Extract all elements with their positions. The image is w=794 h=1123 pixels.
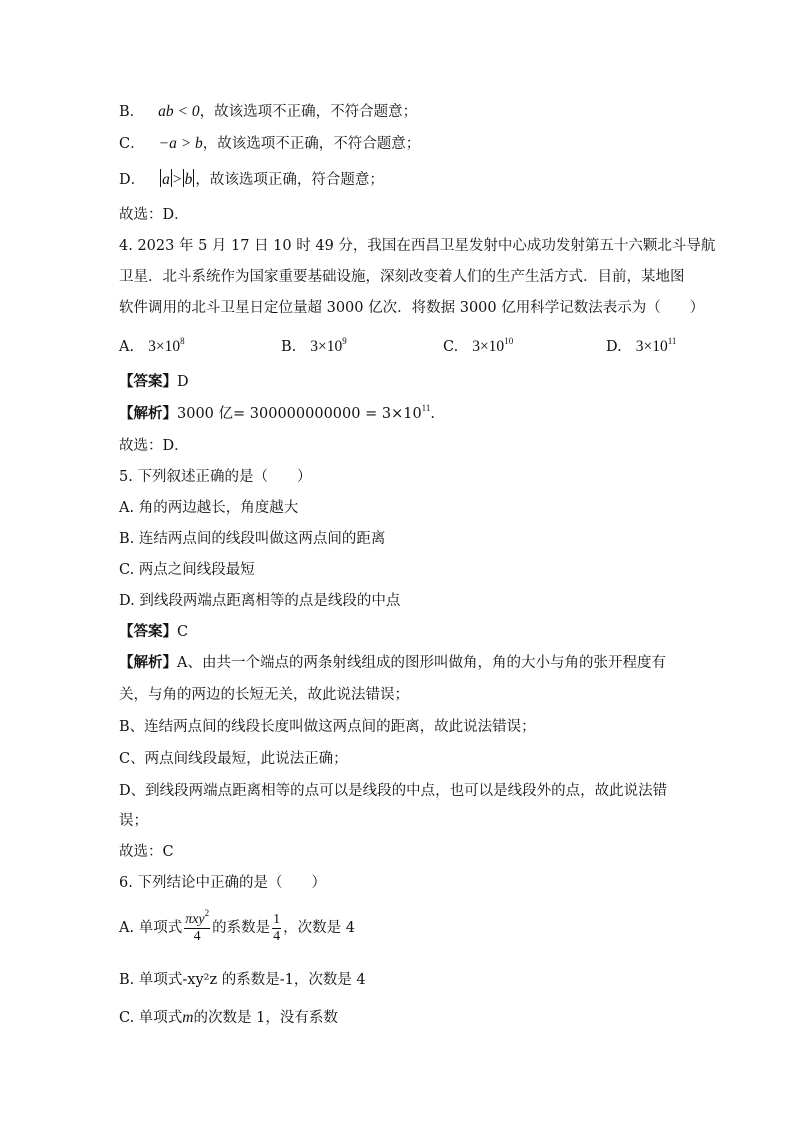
q4-stem-line1: 4. 2023 年 5 月 17 日 10 时 49 分，我国在西昌卫星发射中心成功发射第五十六颗北斗导航: [119, 238, 716, 254]
q4-stem-line3: 软件调用的北斗卫星日定位量超 3000 亿次．将数据 3000 亿用科学记数法表示为（ ）: [119, 300, 705, 316]
q5-analysis-line6: 误；: [119, 813, 148, 829]
math-base: 3×10: [148, 338, 181, 355]
math-exponent: 9: [342, 336, 347, 346]
q3-choice: 故选：D．: [119, 207, 189, 223]
math-operator: >: [172, 171, 182, 188]
q4-option-a: [119, 337, 185, 357]
q4-option-b: [281, 337, 347, 357]
q5-analysis-line5: D、到线段两端点距离相等的点可以是线段的中点，也可以是线段外的点，故此说法错: [119, 783, 668, 799]
q5-option-a: A. 角的两边越长，角度越大: [119, 500, 299, 516]
math-exponent: 10: [504, 336, 514, 346]
q6-option-a: [119, 908, 355, 948]
fraction-denominator: 4: [193, 928, 201, 944]
analysis-text: A、由共一个端点的两条射线组成的图形叫做角，角的大小与角的张开程度有: [177, 655, 666, 671]
analysis-label: 【解析】: [119, 654, 177, 671]
option-label: D.: [606, 339, 622, 355]
q3-option-d: [119, 169, 384, 190]
math-base: 3×10: [310, 338, 343, 355]
fraction-denominator: 4: [273, 928, 281, 944]
option-text: ，故该选项正确，符合题意；: [195, 172, 384, 188]
q3-option-b: [119, 102, 417, 122]
option-label: C．: [119, 136, 145, 152]
option-label: C.: [443, 339, 459, 355]
option-label: A.: [119, 339, 135, 355]
q5-answer: [119, 622, 188, 642]
fraction-numerator: πxy: [185, 911, 205, 927]
math-variable: m: [182, 1009, 194, 1026]
math-exponent: 2: [204, 907, 210, 918]
q5-analysis-line3: B、连结两点间的线段长度叫做这两点间的距离，故此说法错误；: [119, 719, 536, 735]
math-exponent: 11: [667, 336, 677, 346]
q5-stem: 5. 下列叙述正确的是（ ）: [119, 469, 312, 485]
option-label: B．: [119, 104, 145, 120]
math-expression: −a > b: [158, 135, 203, 152]
q5-option-c: C. 两点之间线段最短: [119, 562, 255, 578]
fraction: [184, 907, 210, 945]
q5-option-b: B. 连结两点间的线段叫做这两点间的距离: [119, 531, 386, 547]
q6-stem: 6. 下列结论中正确的是（ ）: [119, 875, 326, 891]
analysis-end: .: [430, 406, 435, 422]
option-label: D．: [119, 172, 146, 188]
analysis-label: 【解析】: [119, 405, 177, 422]
abs-bar: [160, 169, 161, 187]
math-variable: a: [162, 171, 170, 188]
answer-value: D: [177, 374, 189, 390]
abs-bar: [183, 169, 184, 187]
q6-option-b: B. 单项式-xy²z 的系数是-1，次数是 4: [119, 972, 366, 988]
fraction-numerator: 1: [273, 911, 281, 927]
math-base: 3×10: [635, 338, 668, 355]
option-text: 的系数是: [212, 920, 271, 936]
option-text: ，次数是 4: [283, 920, 355, 936]
abs-bar: [171, 169, 172, 187]
option-text: A. 单项式: [119, 920, 183, 936]
math-exponent: 8: [180, 336, 185, 346]
math-variable: b: [184, 171, 193, 188]
q4-option-d: [606, 337, 676, 357]
analysis-text: 3000 亿= 300000000000 = 3×10: [177, 406, 422, 422]
option-label: B.: [281, 339, 297, 355]
q5-choice: 故选：C: [119, 844, 174, 860]
option-text: ，故该选项不正确，不符合题意；: [199, 104, 418, 120]
fraction: [272, 912, 281, 945]
option-text: C. 单项式: [119, 1010, 183, 1026]
math-exponent: 11: [421, 403, 431, 413]
answer-label: 【答案】: [119, 373, 177, 390]
q4-analysis: [119, 404, 435, 424]
q5-analysis-line4: C、两点间线段最短，此说法正确；: [119, 751, 348, 767]
q3-option-c: [119, 134, 420, 154]
q4-choice: 故选：D．: [119, 438, 189, 454]
option-text: 的次数是 1，没有系数: [193, 1010, 338, 1026]
math-base: 3×10: [472, 338, 505, 355]
q6-option-c: [119, 1008, 338, 1028]
answer-label: 【答案】: [119, 623, 177, 640]
answer-value: C: [177, 624, 189, 640]
option-text: ，故该选项不正确，不符合题意；: [202, 136, 421, 152]
q5-analysis-line1: [119, 653, 666, 673]
q4-answer: [119, 372, 189, 392]
q5-option-d: D. 到线段两端点距离相等的点是线段的中点: [119, 593, 401, 609]
math-expression: ab < 0: [158, 103, 200, 120]
q4-stem-line2: 卫星．北斗系统作为国家重要基础设施，深刻改变着人们的生产生活方式．目前，某地图: [119, 269, 685, 285]
q4-option-c: [443, 337, 513, 357]
q5-analysis-line2: 关，与角的两边的长短无关，故此说法错误；: [119, 687, 409, 703]
